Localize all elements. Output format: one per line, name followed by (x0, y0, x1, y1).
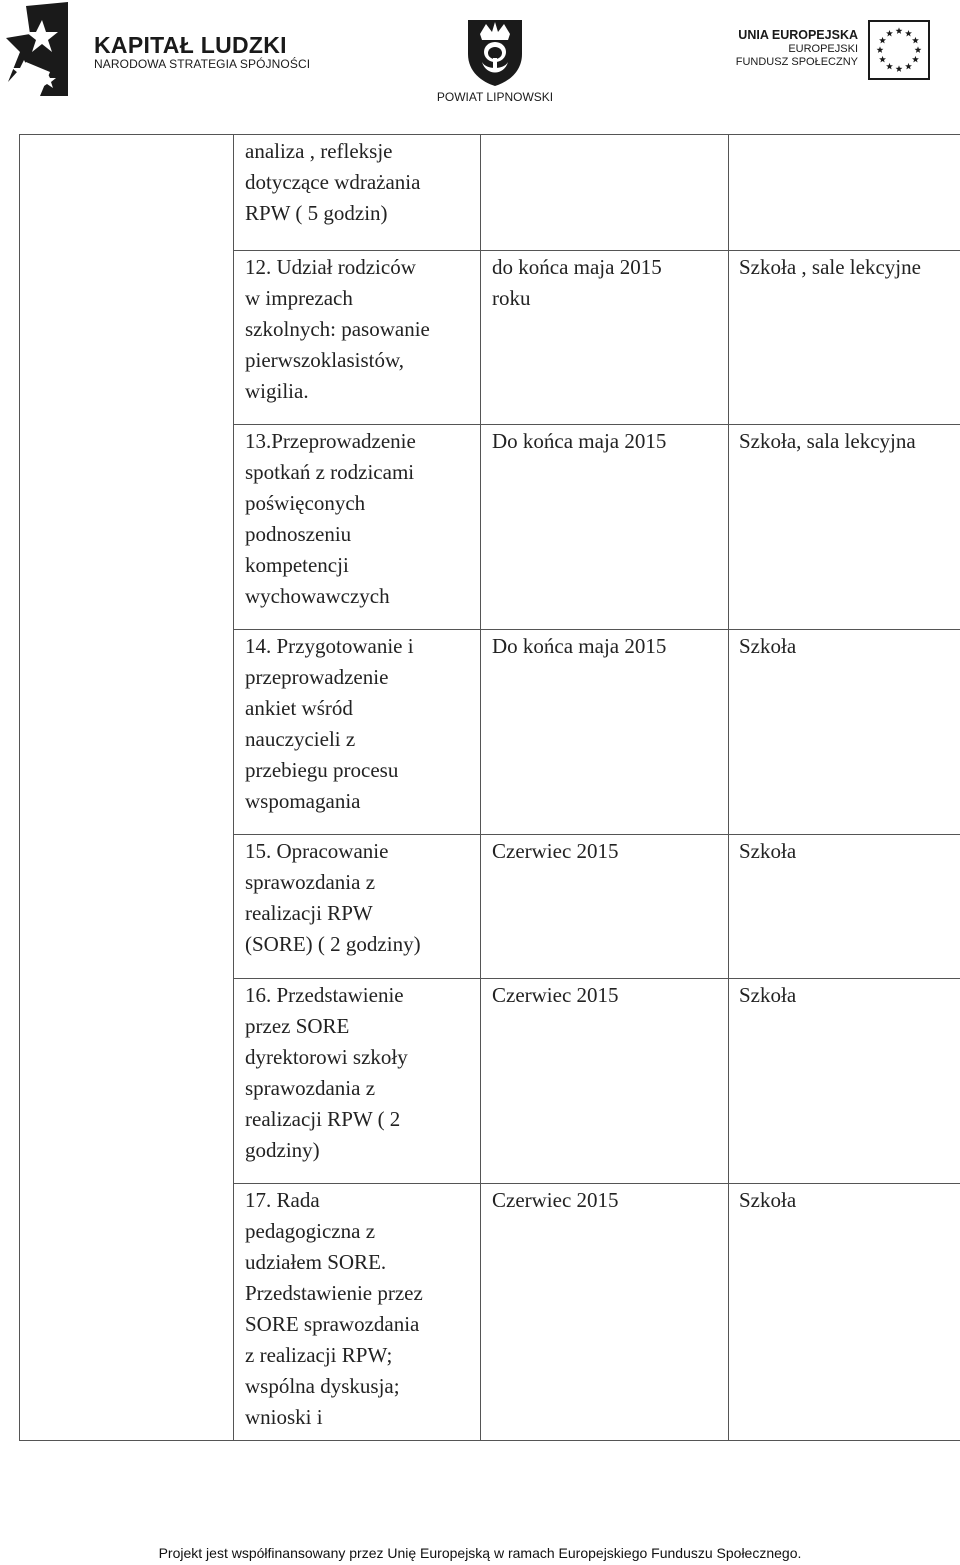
empty-lead-cell (20, 1184, 234, 1441)
place-cell-text: Szkoła, sala lekcyjna (739, 429, 916, 453)
powiat-caption: POWIAT LIPNOWSKI (436, 90, 554, 104)
kapital-ludzki-title: KAPITAŁ LUDZKI (94, 32, 287, 58)
eu-wordmark (712, 28, 858, 69)
deadline-cell (481, 979, 729, 1184)
kapital-ludzki-star-logo (6, 2, 70, 96)
place-cell (729, 425, 960, 630)
task-cell (234, 251, 481, 425)
table-row (20, 835, 960, 979)
place-cell-text: Szkoła (739, 839, 797, 863)
deadline-cell (481, 1184, 729, 1441)
table-row (20, 425, 960, 630)
task-cell (234, 135, 481, 251)
empty-lead-cell (20, 835, 234, 979)
deadline-cell (481, 630, 729, 835)
empty-lead-cell (20, 135, 234, 251)
task-cell (234, 979, 481, 1184)
empty-lead-cell (20, 425, 234, 630)
table-row (20, 630, 960, 835)
deadline-cell-text: Czerwiec 2015 (492, 839, 619, 863)
task-cell-text: analiza , refleksje dotyczące wdrażania RPW ( 5 godzin) (245, 139, 421, 225)
place-cell (729, 979, 960, 1184)
deadline-cell-text: Czerwiec 2015 (492, 983, 619, 1007)
task-cell (234, 425, 481, 630)
kapital-ludzki-wordmark (94, 33, 310, 71)
place-cell (729, 135, 960, 251)
eu-flag-icon (868, 20, 930, 80)
place-cell (729, 1184, 960, 1441)
task-cell (234, 1184, 481, 1441)
task-cell-text: 12. Udział rodziców w imprezach szkolnych: pasowanie pierwszoklasistów, wigilia. (245, 255, 430, 403)
eu-line-2: EUROPEJSKI (788, 43, 858, 55)
task-cell-text: 17. Rada pedagogiczna z udziałem SORE. Przedstawienie przez SORE sprawozdania z realizacji RPW; wspólna dyskusja; wnioski i (245, 1188, 423, 1429)
deadline-cell-text: Czerwiec 2015 (492, 1188, 619, 1212)
deadline-cell (481, 251, 729, 425)
deadline-cell-text: Do końca maja 2015 (492, 634, 667, 658)
place-cell-text: Szkoła , sale lekcyjne (739, 255, 921, 279)
task-cell-text: 15. Opracowanie sprawozdania z realizacji RPW (SORE) ( 2 godziny) (245, 839, 421, 956)
table-row (20, 1184, 960, 1441)
eu-line-1: UNIA EUROPEJSKA (738, 28, 858, 42)
task-cell-text: 13.Przeprowadzenie spotkań z rodzicami poświęconych podnoszeniu kompetencji wychowawczych (245, 429, 416, 608)
deadline-cell (481, 425, 729, 630)
empty-lead-cell (20, 251, 234, 425)
kapital-ludzki-subtitle: NARODOWA STRATEGIA SPÓJNOŚCI (94, 57, 311, 71)
place-cell (729, 630, 960, 835)
deadline-cell-text: do końca maja 2015 roku (492, 255, 662, 310)
place-cell-text: Szkoła (739, 983, 797, 1007)
table-row (20, 251, 960, 425)
powiat-crest-icon (466, 14, 524, 86)
deadline-cell (481, 835, 729, 979)
place-cell (729, 251, 960, 425)
task-cell (234, 835, 481, 979)
eu-line-3: FUNDUSZ SPOŁECZNY (735, 56, 858, 68)
table-row (20, 979, 960, 1184)
page-header (0, 0, 960, 110)
footer-note: Projekt jest współfinansowany przez Unię Europejską w ramach Europejskiego Funduszu Społecznego. (158, 1545, 802, 1561)
table-row (20, 135, 960, 251)
task-cell-text: 14. Przygotowanie i przeprowadzenie ankiet wśród nauczycieli z przebiegu procesu wspomagania (245, 634, 414, 813)
empty-lead-cell (20, 630, 234, 835)
place-cell (729, 835, 960, 979)
empty-lead-cell (20, 979, 234, 1184)
schedule-table (19, 134, 960, 1441)
task-cell-text: 16. Przedstawienie przez SORE dyrektorowi szkoły sprawozdania z realizacji RPW ( 2 godziny) (245, 983, 408, 1162)
deadline-cell-text: Do końca maja 2015 (492, 429, 667, 453)
place-cell-text: Szkoła (739, 1188, 797, 1212)
task-cell (234, 630, 481, 835)
deadline-cell (481, 135, 729, 251)
place-cell-text: Szkoła (739, 634, 797, 658)
